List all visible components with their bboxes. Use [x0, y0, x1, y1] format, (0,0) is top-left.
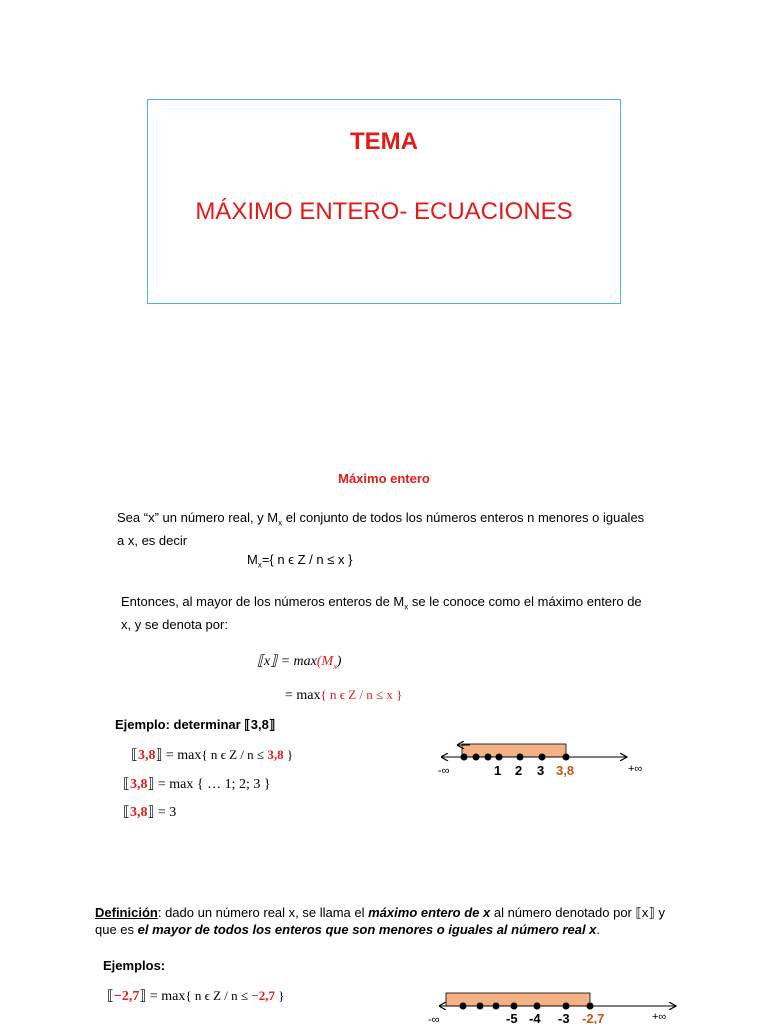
point: [485, 754, 492, 761]
minus-infinity-label: -∞: [428, 1014, 440, 1024]
mx-set-definition: $M_x=${ n ϵ Z / n ≤ x }: [247, 552, 353, 570]
definition-line-2: que es el mayor de todos los enteros que son menores o iguales al número real x.: [95, 922, 601, 937]
point-x: [563, 754, 570, 761]
then-line-2: x, y se denota por:: [121, 616, 228, 632]
point: [493, 1003, 500, 1010]
intro-paragraph: [117, 509, 677, 549]
point: [477, 1003, 484, 1010]
tick-label: -3: [558, 1011, 570, 1024]
plus-infinity-label: +∞: [628, 763, 643, 775]
tick-label: 3: [537, 763, 545, 778]
point-minus-3: [563, 1003, 570, 1010]
examples-heading: Ejemplos:: [103, 958, 166, 973]
example1-prompt: Ejemplo: determinar ⟦3,8⟧: [115, 717, 276, 732]
formula-floor-definition: ⟦x⟧ = $\max(M_x)$: [257, 654, 342, 671]
point-2: [517, 754, 524, 761]
tema-heading: TEMA: [350, 128, 418, 155]
definition-paragraph: [95, 904, 675, 938]
intro-line-2: a x, es decir: [117, 532, 188, 548]
section-heading: Máximo entero: [338, 471, 430, 486]
tick-label: -4: [529, 1011, 541, 1024]
point-3: [539, 754, 546, 761]
number-line-example2: [420, 985, 690, 1024]
then-line-1: Entonces, al mayor de los números enteros de $M_x$ se le conoce como el máximo entero de: [121, 594, 642, 612]
point-minus-4: [534, 1003, 541, 1010]
plus-infinity-label: +∞: [652, 1011, 667, 1023]
page-title: MÁXIMO ENTERO- ECUACIONES: [195, 198, 573, 225]
example1-line-1: ⟦3,8⟧ = max{ n ϵ Z / n ≤ 3,8 }: [131, 747, 294, 763]
minus-infinity-label: -∞: [438, 765, 450, 777]
point-minus-5: [511, 1003, 518, 1010]
intro-line-1: Sea “x” un número real, y $M_x$ el conjunto de todos los números enteros n menores o iguales: [117, 510, 645, 528]
number-line-example1: [430, 735, 660, 780]
point-1: [496, 754, 503, 761]
tick-label: -5: [506, 1011, 518, 1024]
example2-line-1: ⟦−2,7⟧ = max{ n ϵ Z / n ≤ −2,7 }: [107, 988, 285, 1004]
x-value-label: 3,8: [556, 763, 575, 778]
tick-label: 1: [494, 763, 502, 778]
then-paragraph: [121, 593, 681, 633]
point-x: [587, 1003, 594, 1010]
definition-line-1: Definición: dado un número real x, se llama el máximo entero de x al número denotado por ⟦x⟧ y: [95, 905, 665, 920]
tick-label: 2: [515, 763, 523, 778]
formula-max-set: = max{ n ϵ Z / n ≤ x }: [285, 687, 403, 703]
point: [460, 1003, 467, 1010]
example1-line-3: ⟦3,8⟧ = 3: [123, 805, 177, 820]
point: [473, 754, 480, 761]
example1-line-2: ⟦3,8⟧ = max { … 1; 2; 3 }: [123, 777, 271, 792]
point: [461, 754, 468, 761]
x-value-label: -2,7: [582, 1011, 605, 1024]
